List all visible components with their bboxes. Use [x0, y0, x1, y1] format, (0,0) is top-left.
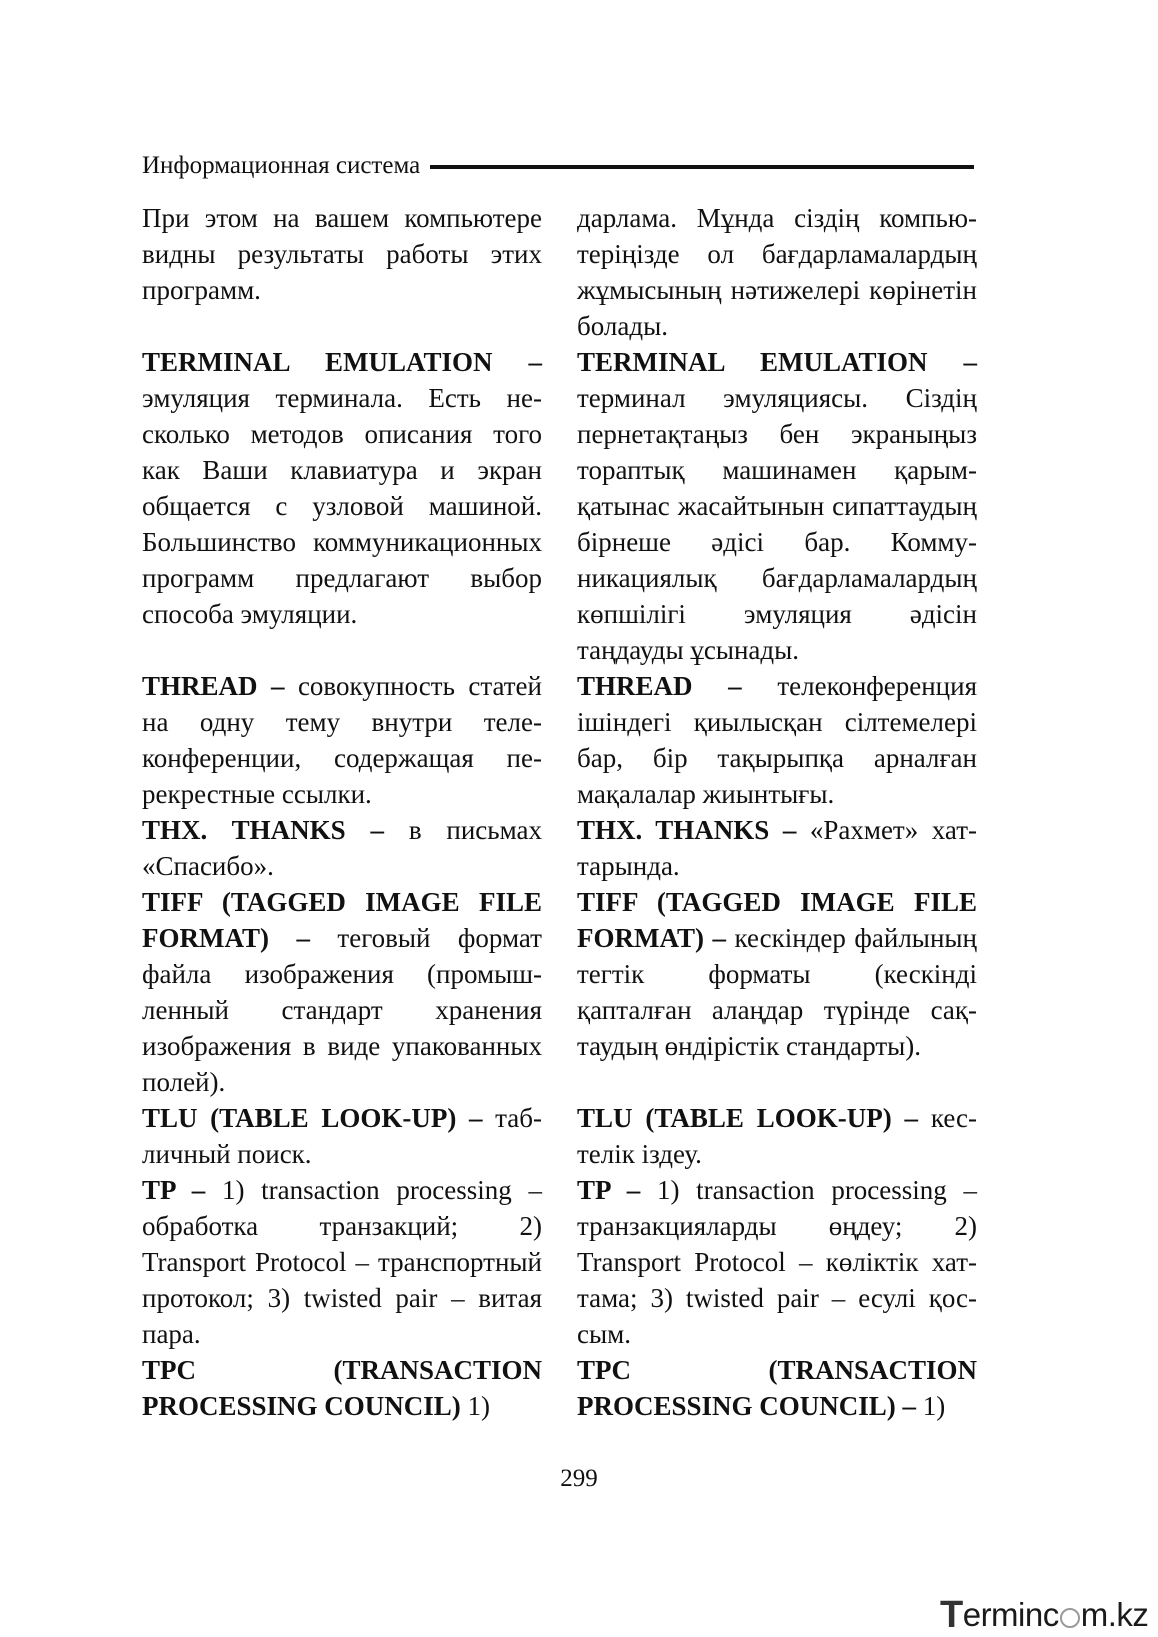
ru-term: THX. THANKS –: [142, 815, 384, 845]
ru-entry-thread: [142, 668, 542, 812]
ru-definition: табличный поиск.: [142, 1103, 542, 1169]
ru-term: THREAD –: [142, 671, 285, 701]
ru-definition: теговый формат файла изображения (промышленный стандарт хранения изображения в виде упакованных полей).: [142, 923, 542, 1097]
ru-intro-text: При этом на вашем компьютере видны результаты работы этих программ.: [142, 203, 542, 305]
kk-term: TIFF (TAGGED IMAGE FILE FORMAT) –: [577, 887, 977, 953]
kk-definition: 1): [916, 1391, 946, 1421]
kk-term: THREAD –: [577, 671, 742, 701]
kk-definition: кескіндер файлының тегтік форматы (кескінді қапталған алаңдар түрінде сақтаудың өндірістік стандарты).: [577, 923, 977, 1061]
kk-definition: терминал эмуляциясы. Сіздің пернетақтаңыз бен экраныңыз тораптық машинамен қарымқатынас жасайтынын сипаттаудың бірнеше әдісі бар. Коммуникациялық бағдарламалардың көпшілігі эмуляция әдісін таңдауды ұсынады.: [577, 383, 977, 665]
page-number: 299: [560, 1465, 598, 1492]
kk-intro-text: дарлама. Мұнда сіздің компьютеріңізде ол бағдарламалардың жұмысының нәтижелері көрінетін болады.: [577, 203, 977, 341]
logo-magnifier-icon: [1060, 1608, 1080, 1628]
running-header: [142, 148, 974, 184]
kk-entry-thx: [577, 812, 977, 884]
logo-letter-t: T: [940, 1594, 963, 1636]
ru-term: TLU (TABLE LOOK-UP) –: [142, 1103, 483, 1133]
ru-term: TIFF (TAGGED IMAGE FILE FORMAT) –: [142, 887, 542, 953]
russian-column: [142, 200, 542, 1424]
ru-definition: эмуляция терминала. Есть несколько методов описания того как Ваши клавиатура и экран общается с узловой машиной. Большинство коммуникационных программ предлагают выбор способа эмуляции.: [142, 383, 542, 629]
kk-entry-thread: [577, 668, 977, 812]
header-title: Информационная система: [142, 152, 421, 179]
kk-definition: телеконференция ішіндегі қиылысқан сілтемелері бар, бір тақырыпқа арналған мақалалар жиынтығы.: [577, 671, 977, 809]
ru-entry-tp: [142, 1172, 542, 1352]
termincom-logo: [940, 1595, 1150, 1635]
header-rule: [430, 165, 974, 169]
kazakh-column: [577, 200, 977, 1424]
ru-entry-terminal-emulation: [142, 344, 542, 632]
logo-text-part1: erminc: [962, 1596, 1059, 1633]
ru-entry-thx: [142, 812, 542, 884]
ru-entry-tlu: [142, 1100, 542, 1172]
kk-definition: «Рахмет» хаттарында.: [577, 815, 977, 881]
kk-term: TP –: [577, 1175, 641, 1205]
kk-definition: 1) transaction processing – транзакцияларды өңдеу; 2) Transport Protocol – көліктік хаттама; 3) twisted pair – есулі қоссым.: [577, 1175, 978, 1349]
ru-entry-tiff: [142, 884, 542, 1100]
kk-entry-tpc: [577, 1352, 977, 1424]
kk-term: TLU (TABLE LOOK-UP) –: [577, 1103, 919, 1133]
logo-text-part2: m.kz: [1080, 1596, 1149, 1633]
kk-term: THX. THANKS –: [577, 815, 797, 845]
ru-entry-tpc: [142, 1352, 542, 1424]
ru-definition: совокупность статей на одну тему внутри телеконференции, содержащая перекрестные ссылки.: [142, 671, 542, 809]
kk-definition: кестелік іздеу.: [577, 1103, 977, 1169]
kk-entry-tlu: [577, 1100, 977, 1172]
ru-definition: 1): [460, 1391, 491, 1421]
ru-term: TP –: [142, 1175, 206, 1205]
ru-term: TERMINAL EMULATION –: [142, 347, 542, 377]
kk-entry-tp: [577, 1172, 977, 1352]
ru-definition: в письмах «Спасибо».: [142, 815, 542, 881]
kk-term: TPC (TRANSACTION PROCESSING COUNCIL) –: [577, 1355, 977, 1421]
kk-term: TERMINAL EMULATION –: [577, 347, 977, 377]
kk-entry-terminal-emulation: [577, 344, 977, 668]
ru-definition: 1) transaction processing – обработка транзакций; 2) Transport Protocol – транспортный протокол; 3) twisted pair – витая пара.: [142, 1175, 543, 1349]
kk-entry-tiff: [577, 884, 977, 1064]
ru-term: TPC (TRANSACTION PROCESSING COUNCIL): [142, 1355, 542, 1421]
